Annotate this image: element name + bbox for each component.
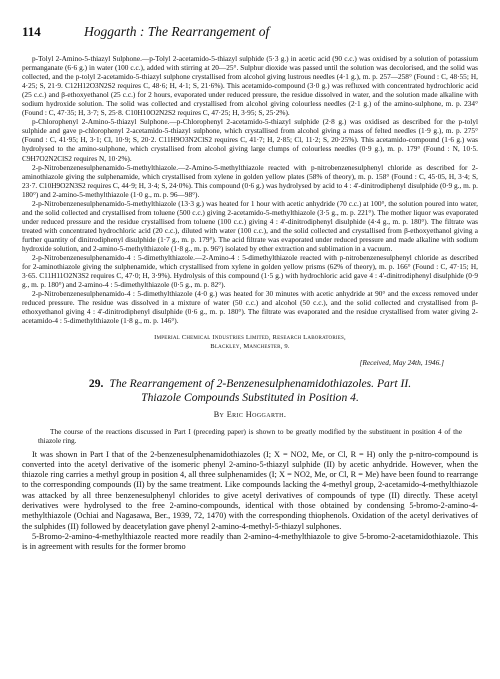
main-text xyxy=(22,450,478,553)
running-title: Hoggarth : The Rearrangement of xyxy=(84,24,270,39)
author-byline: By Eric Hoggarth. xyxy=(213,409,287,419)
article-title xyxy=(22,377,478,405)
page-number: 114 xyxy=(22,24,41,39)
experimental-paragraph: 2-p-Nitrobenzenesulphenamido-5-methylthiazole (13·3 g.) was heated for 1 hour with acetic anhydride (70 c.c.) at 100°, the solution poured into water, and the solid collected and crystallised from toluene (500 c.c.) giving 2-acetamido-5-methylthiazole (3·5 g., m. p. 221°). The mother liquor was evaporated under reduced pressure and the residue crystallised from toluene (100 c.c.) giving 4 : 4'-dinitrodiphenyl disulphide (4·4 g., m. p. 180°). The filtrate was treated with concentrated hydrochloric acid (20 c.c.), diluted with water (100 c.c.), and the solid collected and crystallised from β-ethoxyethanol giving a further quantity of dinitrodiphenyl disulphide (1·7 g., m. p. 179°). The acid filtrate was evaporated under reduced pressure and made alkaline with sodium hydroxide solution, and 2-amino-5-methylthiazole (1·8 g., m. p. 96°) isolated by ether extraction and sublimation in a vacuum. xyxy=(22,198,478,253)
main-paragraph: 5-Bromo-2-amino-4-methylthiazole reacted more readily than 2-amino-4-methylthiazole to give 5-bromo-2-acetamidothiazole. This is in agreement with results for the former bromo xyxy=(22,531,478,552)
abstract-text: The course of the reactions discussed in Part I (preceding paper) is shown to be greatly modified by the substituent in position 4 of the thiazole ring. xyxy=(38,426,462,445)
affiliation-line: Imperial Chemical Industries Limited, Research Laboratories, xyxy=(154,334,346,342)
received-date: [Received, May 24th, 1946.] xyxy=(359,357,444,367)
article-title-line: Thiazole Compounds Substituted in Position 4. xyxy=(141,390,359,404)
experimental-paragraph: 2-p-Nitrobenzenesulphenamido-5-methylthiazole.—2-Amino-5-methylthiazole reacted with p-nitrobenzenesulphenyl chloride as described for 2-aminothiazole giving the sulphenamide, which crystallised from xylene in golden yellow plates (58% of theory), m. p. 158° (Found : C, 45·05, H, 3·4; S, 23·7. C10H9O2N3S2 requires C, 44·9; H, 3·4; S, 24·0%). This compound (0·6 g.) was hydrolysed by acid to 4 : 4'-dinitrodiphenyl disulphide (0·9 g., m. p. 180°) and 2-amino-5-methylthiazole (1·0 g., m. p. 96—98°). xyxy=(22,162,478,199)
article-number: 29. xyxy=(88,376,104,390)
affiliation xyxy=(22,334,478,351)
experimental-paragraph: p-Tolyl 2-Amino-5-thiazyl Sulphone.—p-Tolyl 2-acetamido-5-thiazyl sulphide (5·3 g.) in acetic acid (90 c.c.) was oxidised by a solution of potassium permanganate (6·6 g.) in water (100 c.c.), added with stirring at 20—25°. Sulphur dioxide was passed until the solution was decolorised, and the solid was collected, and the p-tolyl 2-acetamido-5-thiazyl sulphone crystallised from alcohol giving lustrous needles (4·1 g.), m. p. 257—258° (Found : C, 48·55; H, 4·25; S, 21·9. C12H12O3N2S2 requires C, 48·6; H, 4·1; S, 21·6%). This acetamido-compound (3·0 g.) was refluxed with concentrated hydrochloric acid (25 c.c.) and β-ethoxyethanol (25 c.c.) for 2 hours, evaporated under reduced pressure, the residue dissolved in water, and the solution made alkaline with sodium hydroxide solution. The solid was collected and crystallised from alcohol giving colourless needles (2·1 g.) of the amino-sulphone, m. p. 234° (Found : C, 47·35; H, 3·7; S, 25·8. C10H10O2N2S2 requires C, 47·25; H, 3·95; S, 25·2%). xyxy=(22,54,478,118)
experimental-paragraph: 2-p-Nitrobenzenesulphenamido-4 : 5-dimethylthiazole.—2-Amino-4 : 5-dimethylthiazole reacted with p-nitrobenzenesulphenyl chloride as described for 2-aminothiazole giving the sulphenamide, which crystallised from xylene in golden yellow prisms (62% of theory), m. p. 166° (Found : C, 47·15; H, 3·65. C11H11O2N3S2 requires C, 47·0; H, 3·9%). Hydrolysis of this compound (1·5 g.) with hydrochloric acid gave 4 : 4'-dinitrodiphenyl disulphide (0·9 g., m. p. 180°) and 2-amino-4 : 5-dimethylthiazole (0·5 g., m. p. 82°). xyxy=(22,253,478,290)
article-title-line: The Rearrangement of 2-Benzenesulphenamidothiazoles. Part II. xyxy=(109,376,412,390)
running-head xyxy=(22,24,478,44)
abstract xyxy=(38,427,462,445)
experimental-paragraph: p-Chlorophenyl 2-Amino-5-thiazyl Sulphone.—p-Chlorophenyl 2-acetamido-5-thiazyl sulphide (2·8 g.) was oxidised as described for the p-tolyl sulphide and gave p-chlorophenyl 2-acetamido-5-thiazyl sulphone, which crystallised from alcohol giving a mass of felted needles (1·9 g.), m. p. 275° (Found : C, 41·95; H, 3·1; Cl, 10·9; S, 20·2. C11H9O3N2ClS2 requires C, 41·7; H, 2·85; Cl, 11·2; S, 20·25%). This acetamido-compound (1·6 g.) was hydrolysed to the amino-sulphone, which crystallised from alcohol giving large clumps of colourless needles (0·9 g.), m. p. 179° (Found : N, 10·5. C9H7O2N2ClS2 requires N, 10·2%). xyxy=(22,117,478,163)
main-paragraph: It was shown in Part I that of the 2-benzenesulphenamidothiazoles (I; X = NO2, Me, or Cl, R = H) only the p-nitro-compound is converted into the acetyl derivative of the isomeric phenyl 2-amino-5-thiazyl sulphide (II) by acetic anhydride. However, when the thiazole ring carries a methyl group in position 4, all three sulphenamides (I; X = NO2, Me, or Cl, R = Me) have been found to rearrange to the corresponding compounds (II) by the same treatment. Like compounds lacking the 4-methyl group, 2-acetamido-4-methylthiazole was attacked by all three benzenesulphenyl chlorides to give acetyl derivatives of compounds of type (II) directly. These acetyl derivatives were hydrolysed to the free 2-amino-compounds, identical with those obtained by condensing 5-bromo-2-amino-4-methylthiazole (Ochiai and Nagasawa, Ber., 1939, 72, 1470) with the corresponding thiophenols. Oxidation of the acetyl derivatives of the sulphides (II) followed by deacetylation gave phenyl 2-amino-4-methyl-5-thiazyl sulphones. xyxy=(22,449,478,531)
experimental-paragraph: 2-p-Nitrobenzenesulphenamido-4 : 5-dimethylthiazole (4·0 g.) was heated for 30 minutes with acetic anhydride at 90° and the excess removed under reduced pressure. The residue was dissolved in a mixture of water (50 c.c.) and alcohol (50 c.c.), and the solid collected and crystallised from β-ethoxyethanol giving 4 : 4'-dinitrodiphenyl disulphide (0·6 g., m. p. 180°). The filtrate was evaporated and the residue crystallised from water giving 2-acetamido-4 : 5-dimethylthiazole (1·8 g., m. p. 146°). xyxy=(22,289,478,326)
experimental-section xyxy=(22,54,478,325)
affiliation-line: Blackley, Manchester, 9. xyxy=(210,343,290,350)
